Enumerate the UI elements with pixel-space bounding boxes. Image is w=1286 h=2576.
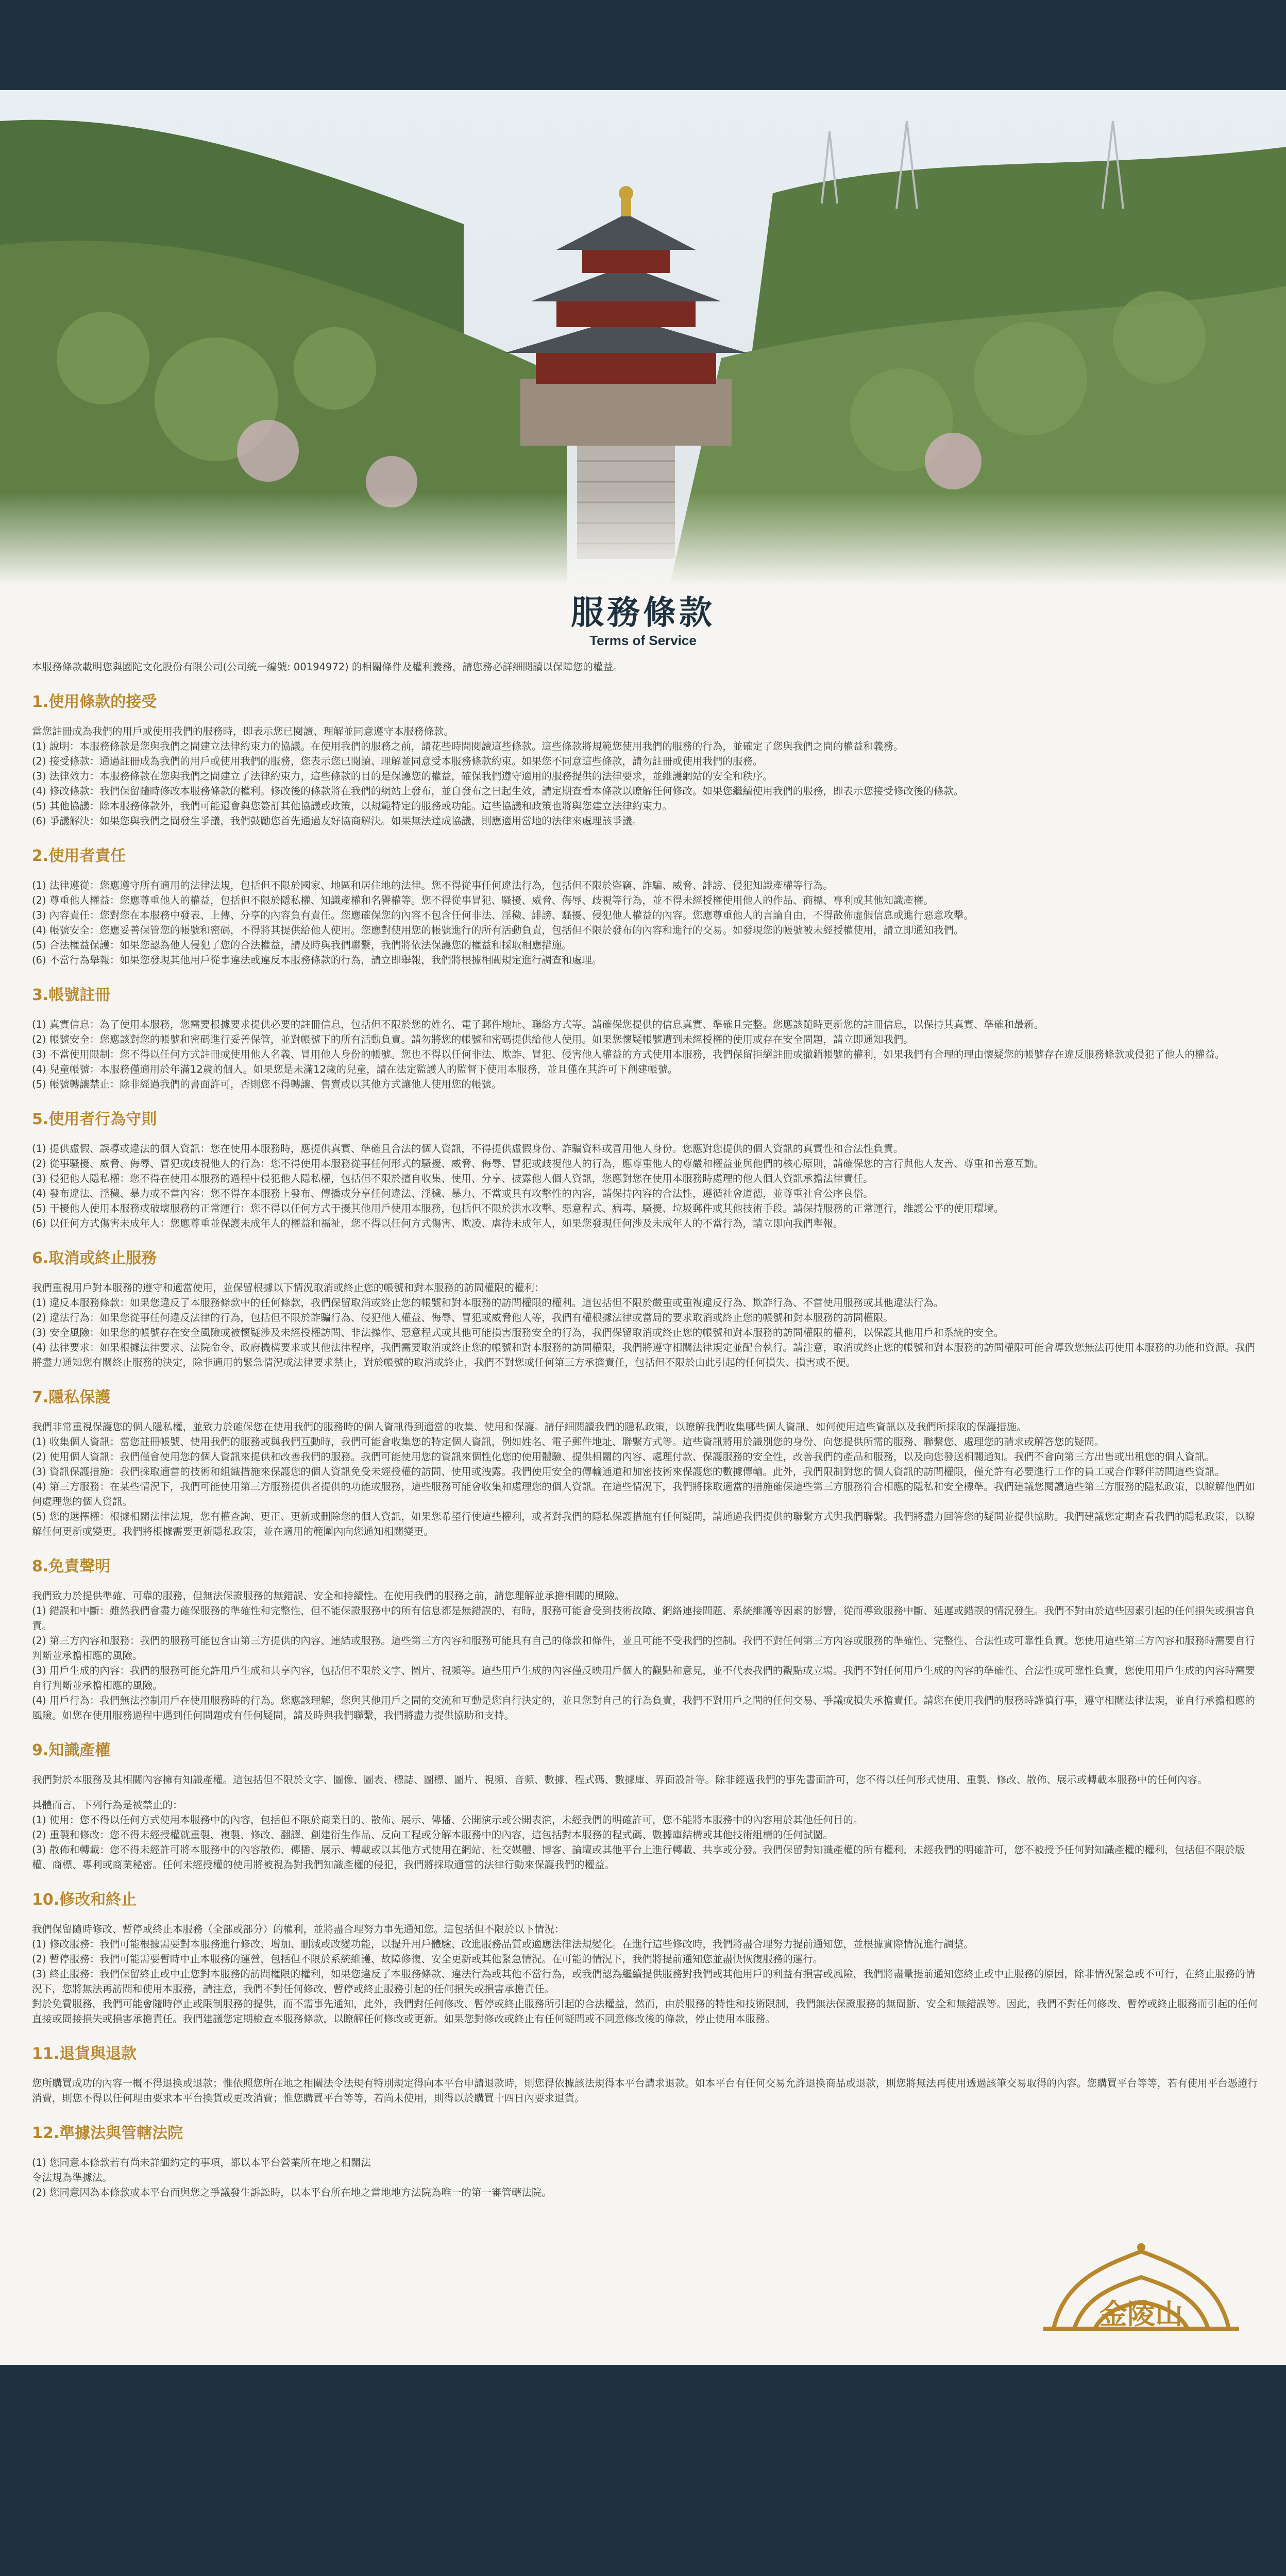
top-bar <box>0 0 1286 90</box>
section-title: 8.免責聲明 <box>32 1557 111 1575</box>
section-title: 7.隱私保護 <box>32 1388 111 1406</box>
section-paragraph: 我們重視用戶對本服務的遵守和適當使用，並保留根據以下情況取消或終止您的帳號和對本服務的訪問權限的權利： <box>32 1282 545 1294</box>
page-subtitle: Terms of Service <box>589 633 697 648</box>
section-paragraph: 當您註冊成為我們的用戶或使用我們的服務時，即表示您已閱讀、理解並同意遵守本服務條款。 <box>32 725 454 737</box>
section-title: 9.知識產權 <box>32 1741 111 1759</box>
section-paragraph: (1) 修改服務：我們可能根據需要對本服務進行修改、增加、刪減或改變功能，以提升用戶體驗、改進服務品質或適應法律法規變化。在進行這些修改時，我們將盡合理努力提前通知您，並根據實際情況進行調整。 <box>32 1938 974 1950</box>
section-paragraph: (3) 安全風險：如果您的帳號存在安全風險或被懷疑涉及未經授權訪問、非法操作、惡意程式或其他可能損害服務安全的行為，我們保留取消或終止您的帳號和對本服務的訪問權限的權利，以保護其他用戶和系統的安全。 <box>32 1327 1004 1338</box>
section-paragraph: (2) 暫停服務：我們可能需要暫時中止本服務的運營，包括但不限於系統維護、故障修復、安全更新或其他緊急情況。在可能的情況下，我們將提前通知您並盡快恢復服務的運行。 <box>32 1953 823 1965</box>
section-paragraph: 對於免費服務，我們可能會隨時停止或限制服務的提供，而不需事先通知，此外，我們對任何修改、暫停或終止服務所引起的合法權益，然而，由於服務的特性和技術限制，我們無法保證服務的無間斷、安全和無錯誤等。因此，我們不對任何修改、暫停或終止服務而引起的任何直接或間接損失或損害承擔責任。我們建議您定期檢查本服務條款，以瞭解任何修改或更新。如果您對修改或終止有任何疑問或不同意修改後的條款，停止使用本服務。 <box>32 1998 1258 2025</box>
terms-content <box>32 659 1258 2200</box>
section-paragraph: (2) 使用個人資訊：我們僅會使用您的個人資訊來提供和改善我們的服務。我們可能使用您的資訊來個性化您的使用體驗、提供相關的內容、處理付款、保護服務的安全性，改善我們的產品和服務，以及向您發送相關通知。我們不會向第三方出售或出租您的個人資訊。 <box>32 1451 1215 1463</box>
section-paragraph: (1) 錯誤和中斷：雖然我們會盡力確保服務的準確性和完整性，但不能保證服務中的所有信息都是無錯誤的，有時，服務可能會受到技術故障、網絡連接問題、系統維護等因素的影響，從而導致服務中斷、延遲或錯誤的情況發生。我們不對由於這些因素引起的任何損失或損害負責。 <box>32 1605 1255 1632</box>
section-paragraph: (1) 收集個人資訊：當您註冊帳號、使用我們的服務或與我們互動時，我們可能會收集您的特定個人資訊，例如姓名、電子郵件地址、聯繫方式等。這些資訊將用於識別您的身份、向您提供所需的服務、聯繫您、處理您的請求或解答您的疑問。 <box>32 1436 1105 1448</box>
section-paragraph: (1) 真實信息：為了使用本服務，您需要根據要求提供必要的註冊信息，包括但不限於您的姓名、電子郵件地址、聯絡方式等。請確保您提供的信息真實、準確且完整。您應該隨時更新您的註冊信息，以保持其真實、準確和最新。 <box>32 1019 1044 1030</box>
section-title: 6.取消或終止服務 <box>32 1249 157 1267</box>
section-title: 12.準據法與管轄法院 <box>32 2124 183 2142</box>
section-paragraph: 具體而言，下列行為是被禁止的： <box>32 1799 183 1811</box>
section-paragraph: (1) 提供虛假、誤導或違法的個人資訊：您在使用本服務時，應提供真實、準確且合法的個人資訊，不得提供虛假身份、詐騙資料或冒用他人身份。您應對您提供的個人資訊的真實性和合法性負責。 <box>32 1143 904 1155</box>
section-paragraph: (4) 法律要求：如果根據法律要求、法院命令、政府機構要求或其他法律程序，我們需要取消或終止您的帳號和對本服務的訪問權限，我們將遵守相關法律規定並配合執行。請注意，取消或終止您的帳號和對本服務的訪問權限可能會導致您無法再使用本服務的功能和資源。我們將盡力通知您有關終止服務的決定，除非適用的緊急情況或法律要求禁止，對於帳號的取消或終止，我們不對您或任何第三方承擔責任，包括但不限於由此引起的任何損失、損害或不便。 <box>32 1342 1255 1368</box>
section-paragraph: (3) 侵犯他人隱私權：您不得在使用本服務的過程中侵犯他人隱私權，包括但不限於擅自收集、使用、分享、披露他人個人資訊，您應對您在使用本服務時處理的他人個人資訊承擔法律責任。 <box>32 1173 873 1184</box>
section-paragraph: 我們非常重視保護您的個人隱私權，並致力於確保您在使用我們的服務時的個人資訊得到適當的收集、使用和保護。請仔細閱讀我們的隱私政策，以瞭解我們收集哪些個人資訊、如何使用這些資訊以及我們所採取的保護措施。 <box>32 1421 1027 1433</box>
section-paragraph: (6) 以任何方式傷害未成年人：您應尊重並保護未成年人的權益和福祉，您不得以任何方式傷害、欺凌、虐待未成年人，如果您發現任何涉及未成年人的不當行為，請立即向我們舉報。 <box>32 1217 843 1229</box>
logo-emblem <box>1033 2236 1249 2360</box>
section-paragraph <box>32 1787 1258 1798</box>
section-paragraph: (6) 爭議解決：如果您與我們之間發生爭議，我們鼓勵您首先通過友好協商解決。如果無法達成協議，則應適用當地的法律來處理該爭議。 <box>32 815 642 827</box>
section-title: 10.修改和終止 <box>32 1891 137 1909</box>
section-paragraph: 您所購買成功的內容一概不得退換或退款；惟依照您所在地之相關法令法規有特別規定得向本平台申請退款時，則您得依據該法規得本平台請求退款。如本平台有任何交易允許退換商品或退款，則您將無法再使用透過該筆交易取得的內容。您購買平台等等，若有使用平台憑證行消費，則您不得以任何理由要求本平台換貨或更改消費；惟您購買平台等等，若尚未使用，則得以於購買十四日內要求退貨。 <box>32 2077 1258 2104</box>
page-title: 服務條款 <box>571 594 715 632</box>
section-paragraph: 令法規為準據法。 <box>32 2172 113 2183</box>
section-paragraph: (1) 使用：您不得以任何方式使用本服務中的內容，包括但不限於商業目的、散佈、展示、傳播、公開演示或公開表演，未經我們的明確許可，您不能將本服務中的內容用於其他任何目的。 <box>32 1814 864 1826</box>
section-title: 11.退貨與退款 <box>32 2045 137 2063</box>
section-title: 5.使用者行為守則 <box>32 1110 157 1128</box>
intro-text: 本服務條款載明您與國陀文化股份有限公司(公司統一編號: 00194972) 的相關條件及權利義務，請您務必詳細閱讀以保障您的權益。 <box>32 661 623 673</box>
section-paragraph: 我們致力於提供準確、可靠的服務，但無法保證服務的無錯誤、安全和持續性。在使用我們的服務之前，請您理解並承擔相關的風險。 <box>32 1590 625 1602</box>
section-paragraph: (5) 合法權益保護：如果您認為他人侵犯了您的合法權益，請及時與我們聯繫，我們將依法保護您的權益和採取相應措施。 <box>32 939 572 951</box>
section-paragraph: (4) 第三方服務：在某些情況下，我們可能使用第三方服務提供者提供的功能或服務，這些服務可能會收集和處理您的個人資訊。在這些情況下，我們將採取適當的措施確保這些第三方服務符合相應的隱私和安全標準。我們建議您閱讀這些第三方服務的隱私政策，以瞭解他們如何處理您的個人資訊。 <box>32 1481 1255 1507</box>
section-paragraph: (2) 重製和修改：您不得未經授權就重製、複製、修改、翻譯、創建衍生作品、反向工程或分解本服務中的內容，這包括對本服務的程式碼、數據庫結構或其他技術組構的任何試圖。 <box>32 1829 833 1841</box>
footer-bar <box>0 2365 1286 2576</box>
section-paragraph: 我們保留隨時修改、暫停或終止本服務（全部或部分）的權利，並將盡合理努力事先通知您。這包括但不限於以下情況： <box>32 1923 565 1935</box>
section-paragraph: (5) 您的選擇權：根據相關法律法規，您有權查詢、更正、更新或刪除您的個人資訊，如果您希望行使這些權利，或者對我們的隱私保護措施有任何疑問，請通過我們提供的聯繫方式與我們聯繫。我們將盡力回答您的疑問並提供協助。我們建議您定期查看我們的隱私政策，以瞭解任何更新或變更。我們將根據需要更新隱私政策，並在適用的範圍內向您通知相關變更。 <box>32 1511 1255 1537</box>
section-paragraph: (4) 用戶行為：我們無法控制用戶在使用服務時的行為。您應該理解，您與其他用戶之間的交流和互動是您自行決定的，並且您對自己的行為負責，我們不對用戶之間的任何交易、爭議或損失承擔責任。請您在使用我們的服務時謹慎行事，遵守相關法律法規，並自行承擔相應的風險。如您在使用服務過程中遇到任何問題或有任何疑問，請及時與我們聯繫，我們將盡力提供協助和支持。 <box>32 1694 1255 1721</box>
section-paragraph: (2) 從事騷擾、威脅、侮辱、冒犯或歧視他人的行為：您不得使用本服務從事任何形式的騷擾、威脅、侮辱、冒犯或歧視他人的行為，應尊重他人的尊嚴和權益並與他們的核心原則，請確保您的言行與他人友善、尊重和善意互動。 <box>32 1158 1044 1170</box>
section-paragraph: (5) 帳號轉讓禁止：除非經過我們的書面許可，否則您不得轉讓、售賣或以其他方式讓他人使用您的帳號。 <box>32 1078 502 1090</box>
section-paragraph: (2) 違法行為：如果您從事任何違反法律的行為，包括但不限於詐騙行為、侵犯他人權益、侮辱、冒犯或威脅他人等，我們有權根據法律或當局的要求取消或終止您的帳號和對本服務的訪問權限。 <box>32 1312 893 1324</box>
section-paragraph: (1) 違反本服務條款：如果您違反了本服務條款中的任何條款，我們保留取消或終止您的帳號和對本服務的訪問權限的權利。這包括但不限於嚴重或重複違反行為、欺詐行為、不當使用服務或其他違法行為。 <box>32 1297 944 1309</box>
section-title: 1.使用條款的接受 <box>32 693 157 711</box>
section-paragraph: (2) 尊重他人權益：您應尊重他人的權益，包括但不限於隱私權、知識產權和名譽權等。您不得從事冒犯、騷擾、威脅、侮辱、歧視等行為，並不得未經授權使用他人的作品、商標、專利或其他知識產權。 <box>32 894 934 906</box>
section-paragraph: (4) 兒童帳號：本服務僅適用於年滿12歲的個人。如果您是未滿12歲的兒童，請在法定監護人的監督下使用本服務，並且僅在其許可下創建帳號。 <box>32 1063 678 1075</box>
section-paragraph: (5) 其他協議：除本服務條款外，我們可能還會與您簽訂其他協議或政策，以規範特定的服務或功能。這些協議和政策也將與您建立法律約束力。 <box>32 800 672 812</box>
section-paragraph: (1) 法律遵從：您應遵守所有適用的法律法規，包括但不限於國家、地區和居住地的法律。您不得從事任何違法行為，包括但不限於盜竊、詐騙、威脅、誹謗、侵犯知識產權等行為。 <box>32 879 833 891</box>
section-paragraph: (2) 接受條款：通過註冊成為我們的用戶或使用我們的服務，您表示您已閱讀、理解並同意受本服務條款約束。如果您不同意這些條款，請勿註冊或使用我們的服務。 <box>32 755 763 767</box>
section-paragraph: (3) 法律效力：本服務條款在您與我們之間建立了法律約束力，這些條款的目的是保護您的權益，確保我們遵守適用的服務提供的法律要求，並維護網站的安全和秩序。 <box>32 770 773 782</box>
section-paragraph: (3) 用戶生成的內容：我們的服務可能允許用戶生成和共享內容，包括但不限於文字、圖片、視頻等。這些用戶生成的內容僅反映用戶個人的觀點和意見，並不代表我們的觀點或立場。我們不對任何用戶生成的內容的準確性、合法性或可靠性負責，您使用用戶生成的內容時需要自行判斷並承擔相應的風險。 <box>32 1665 1255 1691</box>
section-paragraph: (4) 帳號安全：您應妥善保管您的帳號和密碼，不得將其提供給他人使用。您應對使用您的帳號進行的所有活動負責，包括但不限於發布的內容和進行的交易。如發現您的帳號被未經授權使用，請立即通知我們。 <box>32 924 964 936</box>
section-paragraph: (6) 不當行為舉報：如果您發現其他用戶從事違法或違反本服務條款的行為，請立即舉報，我們將根據相關規定進行調查和處理。 <box>32 954 602 966</box>
section-paragraph: (3) 資訊保護措施：我們採取適當的技術和組織措施來保護您的個人資訊免受未經授權的訪問、使用或洩露。我們使用安全的傳輸通道和加密技術來保護您的數據傳輸。此外，我們限制對您的個人資訊的訪問權限，僅允許有必要進行工作的員工或合作夥伴訪問這些資訊。 <box>32 1466 1225 1478</box>
section-paragraph: (1) 說明：本服務條款是您與我們之間建立法律約束力的協議。在使用我們的服務之前，請花些時間閱讀這些條款。這些條款將規範您使用我們的服務的行為，並確定了您與我們之間的權益和義務。 <box>32 740 904 752</box>
section-paragraph: 我們對於本服務及其相關內容擁有知識產權。這包括但不限於文字、圖像、圖表、標誌、圖標、圖片、視頻、音頻、數據、程式碼、數據庫、界面設計等。除非經過我們的事先書面許可，您不得以任何形式使用、重製、修改、散佈、展示或轉載本服務中的任何內容。 <box>32 1774 1208 1786</box>
logo-text: 金陵山 <box>1099 2297 1183 2330</box>
section-title: 3.帳號註冊 <box>32 986 111 1004</box>
section-paragraph: (4) 發布違法、淫穢、暴力或不當內容：您不得在本服務上發布、傳播或分享任何違法、淫穢、暴力、不當或具有攻擊性的內容，請保持內容的合法性，遵循社會道德，並尊重社會公序良俗。 <box>32 1188 873 1199</box>
section-paragraph: (2) 您同意因為本條款或本平台而與您之爭議發生訴訟時，以本平台所在地之當地地方法院為唯一的第一審管轄法院。 <box>32 2187 552 2198</box>
hero-banner-image <box>0 90 1286 585</box>
section-paragraph: (5) 干擾他人使用本服務或破壞服務的正常運行：您不得以任何方式干擾其他用戶使用本服務，包括但不限於洪水攻擊、惡意程式、病毒、騷擾、垃圾郵件或其他技術手段。請保持服務的正常運行，維護公平的使用環境。 <box>32 1202 1004 1214</box>
section-paragraph: (3) 散佈和轉載：您不得未經許可將本服務中的內容散佈、傳播、展示、轉載或以其他方式使用在網站、社交媒體、博客、論壇或其他平台上進行轉載、共享或分發。我們保留對知識產權的所有權利，未經我們的明確許可，您不被授予任何對知識產權的權利，包括但不限於版權、商標、專利或商業秘密。任何未經授權的使用將被視為對我們知識產權的侵犯，我們將採取適當的法律行動來保護我們的權益。 <box>32 1844 1245 1871</box>
section-paragraph: (3) 不當使用限制：您不得以任何方式註冊或使用他人名義、冒用他人身份的帳號。您也不得以任何非法、欺詐、冒犯、侵害他人權益的方式使用本服務，我們保留拒絕註冊或撤銷帳號的權利，如果我們有合理的理由懷疑您的帳號存在違反服務條款或侵犯了他人的權益。 <box>32 1048 1225 1060</box>
section-paragraph: (2) 帳號安全：您應該對您的帳號和密碼進行妥善保管，並對帳號下的所有活動負責。請勿將您的帳號和密碼提供給他人使用。如果您懷疑帳號遭到未經授權的使用或存在安全問題，請立即通知我們。 <box>32 1033 913 1045</box>
section-paragraph: (1) 您同意本條款若有尚未詳細約定的事項，都以本平台營業所在地之相關法 <box>32 2157 371 2168</box>
section-paragraph: (3) 終止服務：我們保留終止或中止您對本服務的訪問權限的權利，如果您違反了本服務條款、違法行為或其他不當行為，或我們認為繼續提供服務對我們或其他用戶的利益有損害或風險，我們將盡量提前通知您終止或中止服務的原因，除非情況緊急或不可行，在終止服務的情況下，您將無法再訪問和使用本服務，請注意，我們不對任何修改、暫停或終止服務引起的任何損失或損害承擔責任。 <box>32 1968 1255 1995</box>
section-paragraph: (3) 內容責任：您對您在本服務中發表、上傳、分享的內容負有責任。您應確保您的內容不包含任何非法、淫穢、誹謗、騷擾、侵犯他人權益的內容。您應尊重他人的言論自由，不得散佈虛假信息或進行惡意攻擊。 <box>32 909 974 921</box>
section-title: 2.使用者責任 <box>32 847 126 865</box>
section-paragraph: (2) 第三方內容和服務：我們的服務可能包含由第三方提供的內容、連結或服務。這些第三方內容和服務可能具有自己的條款和條件，並且可能不受我們的控制。我們不對任何第三方內容或服務的準確性、完整性、合法性或可靠性負責。您使用這些第三方內容和服務時需要自行判斷並承擔相應的風險。 <box>32 1635 1255 1662</box>
section-paragraph: (4) 修改條款：我們保留隨時修改本服務條款的權利。修改後的條款將在我們的網站上發布，並自發布之日起生效，請定期查看本條款以瞭解任何修改。如果您繼續使用我們的服務，即表示您接受修改後的條款。 <box>32 785 964 797</box>
